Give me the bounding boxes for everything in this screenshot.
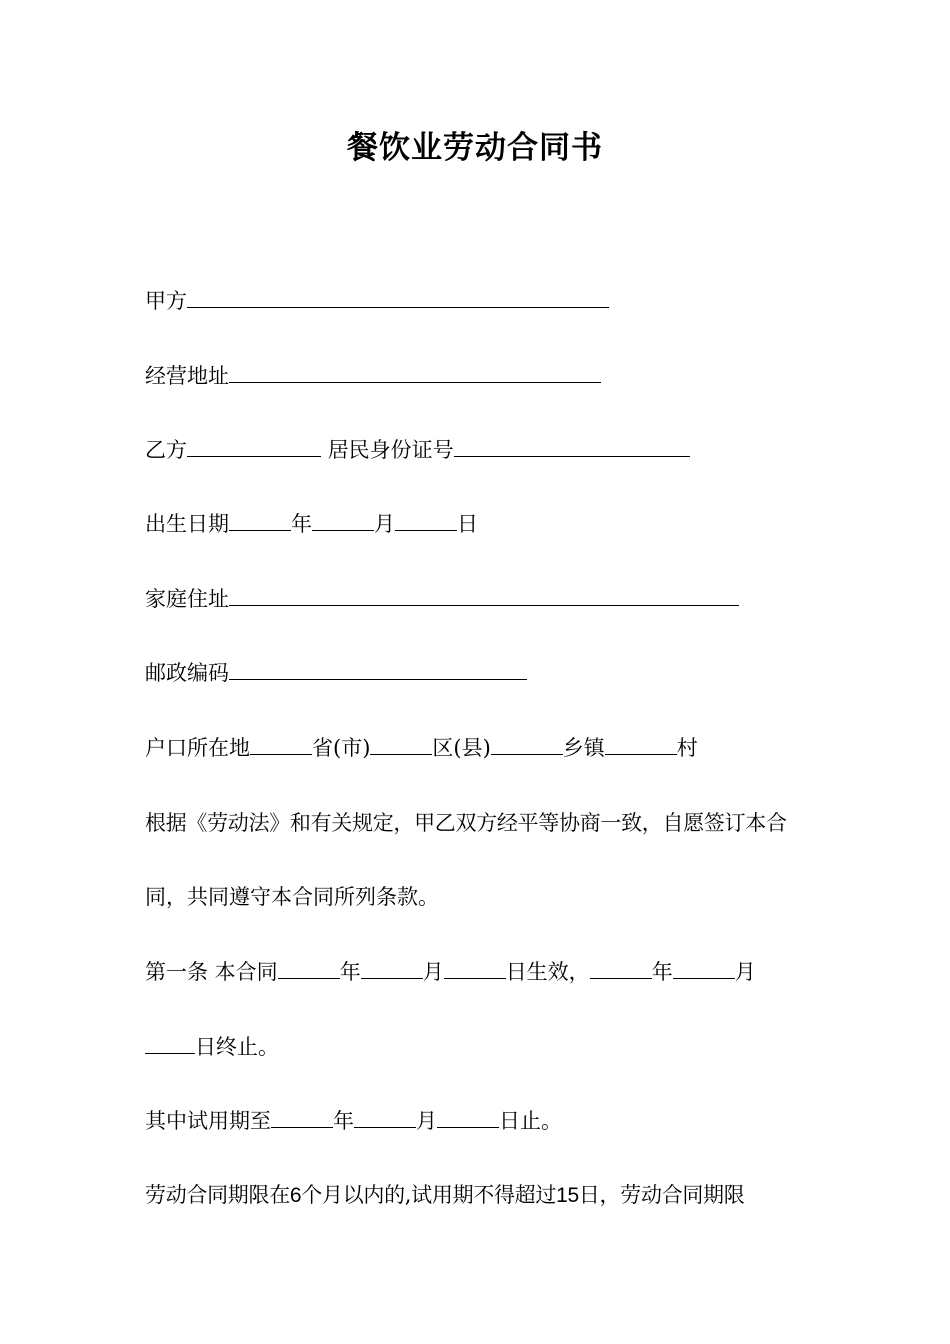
district-blank [370,732,432,755]
probation-year-blank [271,1105,333,1128]
end-year-blank [590,956,652,979]
village-unit: 村 [676,736,698,760]
postal-code-label: 邮政编码 [145,661,229,685]
township-unit: 乡镇 [562,736,605,760]
term-text-b: 个月以内的,试用期不得超过 [301,1183,557,1207]
birth-year-unit: 年 [291,512,312,536]
party-a-line [145,285,609,316]
postal-code-line [145,657,527,688]
article-1-line [145,956,756,987]
start-month-blank [361,956,423,979]
article-1-end-line [145,1031,279,1062]
birth-month-blank [312,508,374,531]
start-month-unit: 月 [422,960,444,984]
probation-month-unit: 月 [416,1109,437,1133]
probation-day-blank [437,1105,499,1128]
intro-line-1: 根据《劳动法》和有关规定，甲乙双方经平等协商一致，自愿签订本合 [145,811,787,835]
probation-end: 日止。 [499,1109,562,1133]
end-month-unit: 月 [734,960,756,984]
probation-prefix: 其中试用期至 [145,1109,271,1133]
term-line [145,1180,744,1211]
intro-line-2: 同，共同遵守本合同所列条款。 [145,885,439,909]
business-address-label: 经营地址 [145,364,229,388]
birth-day-unit: 日 [457,512,478,536]
household-line [145,732,698,763]
article-1-end: 日终止。 [195,1035,279,1059]
party-a-blank [187,285,609,308]
term-text-c: 日，劳动合同期限 [578,1183,745,1207]
id-number-blank [454,434,690,457]
party-b-label: 乙方 [145,438,187,462]
province-blank [250,732,312,755]
home-address-line [145,583,739,614]
probation-year-unit: 年 [333,1109,354,1133]
article-1-effective: 日生效， [505,960,590,984]
start-year-blank [278,956,340,979]
birth-date-label: 出生日期 [145,512,229,536]
end-month-blank [673,956,735,979]
probation-line [145,1105,562,1136]
start-day-blank [444,956,506,979]
term-num-6: 6 [289,1184,302,1207]
birth-date-line [145,508,478,539]
id-number-label: 居民身份证号 [327,438,454,462]
birth-day-blank [395,508,457,531]
postal-code-blank [229,657,527,680]
document-title: 餐饮业劳动合同书 [347,130,603,166]
business-address-line [145,360,601,391]
home-address-label: 家庭住址 [145,587,229,611]
province-unit: 省(市) [312,736,371,760]
household-label: 户口所在地 [145,736,250,760]
end-year-unit: 年 [651,960,673,984]
start-year-unit: 年 [339,960,361,984]
birth-month-unit: 月 [374,512,395,536]
party-b-blank [187,434,321,457]
term-text-a: 劳动合同期限在 [145,1183,290,1207]
probation-month-blank [354,1105,416,1128]
article-1-prefix: 第一条 本合同 [145,960,278,984]
home-address-blank [229,583,739,606]
end-day-blank [145,1031,195,1054]
district-unit: 区(县) [432,736,491,760]
business-address-blank [229,360,601,383]
township-blank [491,732,563,755]
party-a-label: 甲方 [145,289,187,313]
party-b-line [145,434,690,465]
village-blank [605,732,677,755]
term-num-15: 15 [556,1184,579,1207]
birth-year-blank [229,508,291,531]
